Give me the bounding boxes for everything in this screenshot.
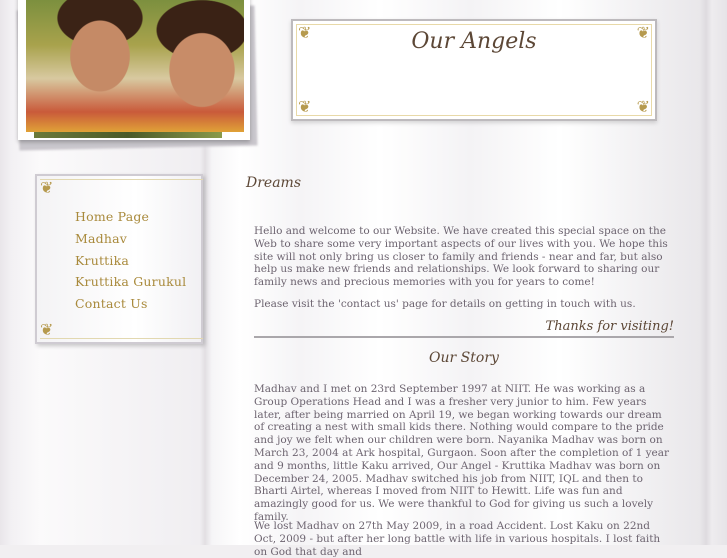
thanks-text: Thanks for visiting! <box>545 319 674 334</box>
contact-note: Please visit the 'contact us' page for details on getting in touch with us. <box>254 298 636 310</box>
family-photo-icon <box>26 0 244 132</box>
divider <box>254 336 674 338</box>
story-title: Our Story <box>429 350 499 366</box>
sidebar-item-madhav[interactable]: Madhav <box>75 231 128 246</box>
story-paragraph-1: Madhav and I met on 23rd September 1997 at NIIT. He was working as a Group Operations Head and I was a fresher very junior to him. Few years later, after being married on April 19, we began working towards our dream of creating a nest with small kids there. Nothing would compare to the pride and joy we felt when our children were born. Nayanika Madhav was born on March 23, 2004 at Ark hospital, Gurgaon. Soon after the completion of 1 year and 9 months, little Kaku arrived, Our Angel - Kruttika Madhav was born on December 24, 2005. Madhav switched his job from NIIT, IQL and then to Bharti Airtel, whereas I moved from NIIT to Hewitt. Life was fun and amazingly good for us. We were thankful to God for giving us such a lovely family. <box>254 383 670 523</box>
sidebar-item-contact[interactable]: Contact Us <box>75 296 148 311</box>
section-title-dreams: Dreams <box>246 175 302 191</box>
photo-strip <box>34 132 222 138</box>
story-paragraph-2: We lost Madhav on 27th May 2009, in a road Accident. Lost Kaku on 22nd Oct, 2009 - but after her long battle with life in various hospitals. I lost faith on God that day and <box>254 520 661 558</box>
ornament-corner-icon: ❦ <box>636 23 650 42</box>
ornament-corner-icon: ❦ <box>298 23 312 42</box>
title-banner <box>291 19 657 121</box>
intro-paragraph: Hello and welcome to our Website. We have created this special space on the Web to share some very important aspects of our lives with you. We hope this site will not only bring us closer to family and friends - near and far, but also help us make new friends and relationships. We look forward to sharing our family news and precious memories with you for years to come! <box>254 225 668 289</box>
site-title: Our Angels <box>411 29 537 54</box>
ornament-corner-icon: ❦ <box>40 320 54 339</box>
ornament-corner-icon: ❦ <box>298 97 312 116</box>
sidebar-item-kruttika-gurukul[interactable]: Kruttika Gurukul <box>75 274 187 289</box>
sidebar-item-kruttika[interactable]: Kruttika <box>75 253 130 268</box>
ornament-corner-icon: ❦ <box>636 97 650 116</box>
sidebar-item-home[interactable]: Home Page <box>75 209 150 224</box>
sidebar-menu <box>35 174 203 344</box>
ornament-corner-icon: ❦ <box>40 178 54 197</box>
